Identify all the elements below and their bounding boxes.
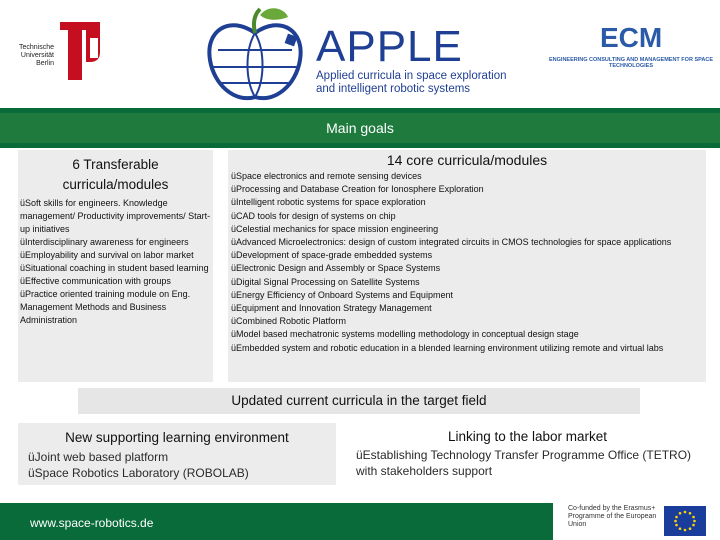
list-item: üDevelopment of space-grade embedded systems bbox=[231, 250, 433, 261]
ecm-subtitle: ENGINEERING CONSULTING AND MANAGEMENT FOR SPACE TECHNOLOGIES bbox=[549, 57, 713, 69]
list-item: üEffective communication with groups bbox=[20, 276, 171, 286]
website-link[interactable]: www.space-robotics.de bbox=[30, 516, 154, 530]
list-item: üEstablishing Technology Transfer Programme Office (TETRO) with stakeholders support bbox=[356, 448, 692, 478]
list-item: üEmployability and survival on labor market bbox=[20, 250, 194, 260]
apple-subtitle: Applied curricula in space exploration and intelligent robotic systems bbox=[316, 70, 507, 95]
list-item: üCelestial mechanics for space mission engineering bbox=[231, 223, 439, 234]
list-item: üDigital Signal Processing on Satellite Systems bbox=[231, 276, 420, 287]
list-item: üAdvanced Microelectronics: design of custom integrated circuits in CMOS technologies for space applications bbox=[231, 237, 672, 248]
list-item: üPractice oriented training module on Eng. Management Methods and Business Administration bbox=[20, 289, 191, 325]
labor-market-heading: Linking to the labor market bbox=[447, 429, 608, 444]
list-item: üSpace electronics and remote sensing devices bbox=[231, 171, 422, 181]
list-item: üJoint web based platform bbox=[28, 450, 169, 464]
learning-environment-list bbox=[28, 449, 328, 481]
list-item: üSoft skills for engineers. Knowledge management/ Productivity improvements/ Start-up initiatives bbox=[20, 198, 211, 234]
transferable-modules-list bbox=[20, 197, 212, 327]
core-modules-list bbox=[231, 170, 706, 355]
list-item: üCombined Robotic Platform bbox=[231, 316, 347, 327]
list-item: üEquipment and Innovation Strategy Management bbox=[231, 303, 432, 314]
list-item: üModel based mechatronic systems modelling methodology in conceptual design stage bbox=[231, 329, 579, 340]
list-item: üSituational coaching in student based learning bbox=[20, 263, 209, 273]
list-item: üEnergy Efficiency of Onboard Systems and Equipment bbox=[231, 289, 453, 300]
list-item: üElectronic Design and Assembly or Space Systems bbox=[231, 263, 441, 274]
main-goals-title: Main goals bbox=[326, 120, 394, 136]
list-item: üSpace Robotics Laboratory (ROBOLAB) bbox=[28, 466, 249, 480]
learning-environment-heading: New supporting learning environment bbox=[65, 430, 289, 445]
eu-flag-icon bbox=[664, 506, 706, 536]
apple-title: APPLE bbox=[316, 22, 463, 71]
updated-curricula-text: Updated current curricula in the target field bbox=[231, 393, 487, 408]
list-item: üIntelligent robotic systems for space exploration bbox=[231, 197, 426, 208]
list-item: üInterdisciplinary awareness for engineers bbox=[20, 237, 189, 247]
eu-cofunding-text: Co-funded by the Erasmus+ Programme of the European Union bbox=[568, 505, 657, 528]
apple-globe-logo bbox=[200, 5, 310, 105]
tu-berlin-text: Technische Universität Berlin bbox=[18, 44, 54, 67]
list-item: üProcessing and Database Creation for Ionosphere Exploration bbox=[231, 184, 484, 195]
transferable-modules-heading: 6 Transferable curricula/modules bbox=[62, 157, 169, 192]
core-modules-heading: 14 core curricula/modules bbox=[386, 152, 548, 168]
list-item: üCAD tools for design of systems on chip bbox=[231, 210, 396, 221]
labor-market-list bbox=[356, 447, 711, 479]
list-item: üEmbedded system and robotic education in a blended learning environment utilizing remote and virtual labs bbox=[231, 342, 664, 353]
ecm-logo: ECM bbox=[600, 22, 663, 53]
